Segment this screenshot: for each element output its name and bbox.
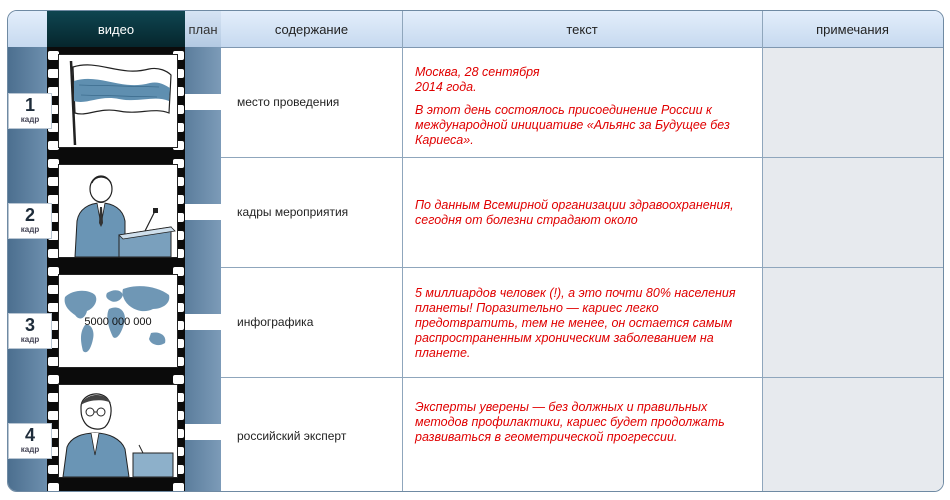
text-paragraph: 5 миллиардов человек (!), а это почти 80% населения планеты! Поразительно — кариес легко предотвратить, тем не менее, он остается самым распространенным хроническим заболеванием на планете. bbox=[415, 286, 736, 360]
thumbnail-1[interactable] bbox=[58, 54, 178, 148]
thumbnail-4[interactable] bbox=[58, 384, 178, 478]
text-cell-1[interactable] bbox=[415, 65, 755, 156]
row-divider bbox=[221, 157, 943, 158]
notes-cell-3[interactable] bbox=[762, 268, 943, 377]
speaker-podium-icon bbox=[59, 165, 177, 257]
frame-word: кадр bbox=[20, 335, 40, 344]
map-number: 5000 000 000 bbox=[84, 316, 152, 328]
frame-label-1 bbox=[8, 93, 52, 129]
notes-cell-2[interactable] bbox=[762, 158, 943, 267]
thumbnail-2[interactable] bbox=[58, 164, 178, 258]
plan-slot-4 bbox=[185, 424, 221, 440]
flag-icon bbox=[59, 55, 177, 147]
text-paragraph: По данным Всемирной организации здравоохранения, сегодня от болезни страдают около bbox=[415, 198, 734, 227]
content-cell-3: инфографика bbox=[237, 315, 314, 329]
divider bbox=[762, 11, 763, 491]
text-cell-2[interactable] bbox=[415, 198, 755, 236]
content-cell-2: кадры мероприятия bbox=[237, 205, 349, 219]
world-map-icon bbox=[59, 275, 177, 367]
frame-number: 4 bbox=[24, 425, 35, 445]
notes-cell-1[interactable] bbox=[762, 48, 943, 157]
frame-word: кадр bbox=[20, 445, 40, 454]
content-cell-1: место проведения bbox=[237, 95, 340, 109]
frame-number: 1 bbox=[24, 95, 35, 115]
plan-slot-2 bbox=[185, 204, 221, 220]
frame-label-3 bbox=[8, 313, 52, 349]
text-cell-3[interactable] bbox=[415, 286, 755, 369]
header-text: текст bbox=[566, 21, 598, 37]
storyboard-table bbox=[7, 10, 944, 492]
text-paragraph: Москва, 28 сентября 2014 года. bbox=[415, 65, 540, 94]
sprocket-hole bbox=[48, 375, 59, 384]
frame-number: 3 bbox=[24, 315, 35, 335]
frame-word: кадр bbox=[20, 115, 40, 124]
content-cell-4: российский эксперт bbox=[237, 429, 347, 443]
sprocket-hole bbox=[48, 483, 59, 492]
row-divider bbox=[221, 267, 943, 268]
header-content: содержание bbox=[274, 21, 349, 37]
row-divider bbox=[221, 377, 943, 378]
expert-portrait-icon bbox=[59, 385, 177, 477]
text-paragraph: В этот день состоялось присоединение России к международной инициативе «Альянс за Будущее без Кариеса». bbox=[415, 103, 730, 147]
frame-label-4 bbox=[8, 423, 52, 459]
frame-word: кадр bbox=[20, 225, 40, 234]
text-cell-4[interactable] bbox=[415, 400, 755, 453]
header-notes: примечания bbox=[816, 21, 889, 37]
frame-label-2 bbox=[8, 203, 52, 239]
plan-slot-3 bbox=[185, 314, 221, 330]
header-plan: план bbox=[185, 11, 221, 47]
sprocket-hole bbox=[173, 375, 184, 384]
sprocket-hole bbox=[173, 483, 184, 492]
thumbnail-3[interactable] bbox=[58, 274, 178, 368]
text-paragraph: Эксперты уверены — без должных и правильных методов профилактики, кариес будет продолжать развиваться в геометрической прогрессии. bbox=[415, 400, 725, 444]
plan-slot-1 bbox=[185, 94, 221, 110]
header-video: видео bbox=[47, 11, 185, 47]
divider bbox=[402, 11, 403, 491]
notes-cell-4[interactable] bbox=[762, 378, 943, 491]
frame-number: 2 bbox=[24, 205, 35, 225]
